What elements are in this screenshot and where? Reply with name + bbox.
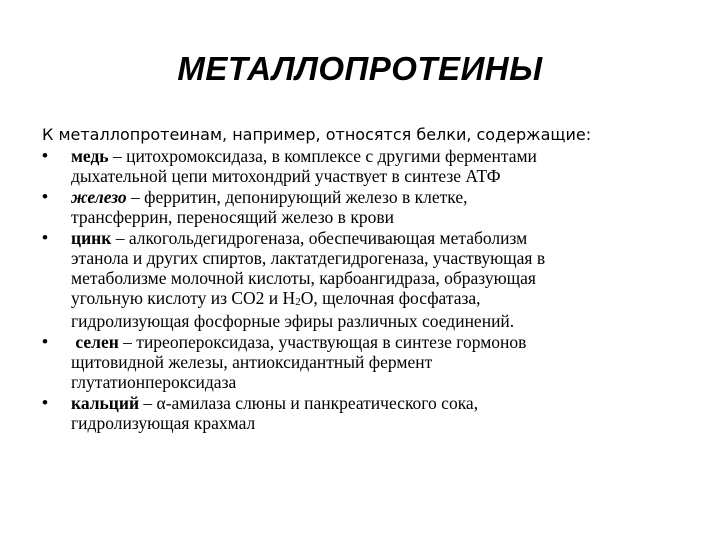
- list-item-selenium: [42, 332, 682, 392]
- intro-text: К металлопротеинам, например, относятся белки, содержащие:: [42, 125, 592, 144]
- item-line: [71, 288, 682, 311]
- element-term: медь: [71, 146, 109, 166]
- item-line: трансферрин, переносящий железо в крови: [71, 207, 394, 227]
- item-text: – ферритин, депонирующий железо в клетке,: [126, 187, 468, 207]
- item-line: [71, 332, 682, 352]
- slide-body: [42, 124, 682, 433]
- item-text: угольную кислоту из СО2 и Н: [71, 288, 296, 308]
- item-text: – алкогольдегидрогеназа, обеспечивающая метаболизм: [111, 228, 528, 248]
- item-line: гидролизующая крахмал: [71, 413, 256, 433]
- element-term: цинк: [71, 228, 112, 248]
- list-item-zinc: [42, 228, 682, 331]
- item-line: этанола и других спиртов, лактатдегидрогеназа, участвующая в: [71, 248, 546, 268]
- item-line: щитовидной железы, антиоксидантный фермент: [71, 352, 433, 372]
- list-item-calcium: [42, 393, 682, 433]
- list-item-copper: [42, 146, 682, 186]
- bullet-icon: •: [42, 146, 48, 165]
- item-line: дыхательной цепи митохондрий участвует в синтезе АТФ: [71, 166, 501, 186]
- item-line: [71, 393, 682, 413]
- item-line: [71, 146, 682, 166]
- item-line: [71, 187, 682, 207]
- item-line: [71, 228, 682, 248]
- item-line: метаболизме молочной кислоты, карбоангидраза, образующая: [71, 268, 536, 288]
- item-text: – тиреопероксидаза, участвующая в синтезе гормонов: [118, 332, 527, 352]
- bullet-icon: •: [42, 228, 48, 247]
- element-term: железо: [71, 187, 127, 207]
- item-text: – α-амилаза слюны и панкреатического сока,: [139, 393, 479, 413]
- bullet-icon: •: [42, 393, 48, 412]
- bullet-icon: •: [42, 332, 48, 351]
- item-text: – цитохромоксидаза, в комплексе с другими ферментами: [108, 146, 537, 166]
- list-item-iron: [42, 187, 682, 227]
- item-line: гидролизующая фосфорные эфиры различных соединений.: [71, 311, 515, 331]
- slide-title: МЕТАЛЛОПРОТЕИНЫ: [177, 50, 543, 87]
- item-text: О, щелочная фосфатаза,: [300, 288, 481, 308]
- subscript: 2: [295, 296, 301, 308]
- item-line: глутатионпероксидаза: [71, 372, 237, 392]
- bullet-list: [42, 146, 682, 433]
- bullet-icon: •: [42, 187, 48, 206]
- element-term: кальций: [71, 393, 140, 413]
- element-term: селен: [75, 332, 119, 352]
